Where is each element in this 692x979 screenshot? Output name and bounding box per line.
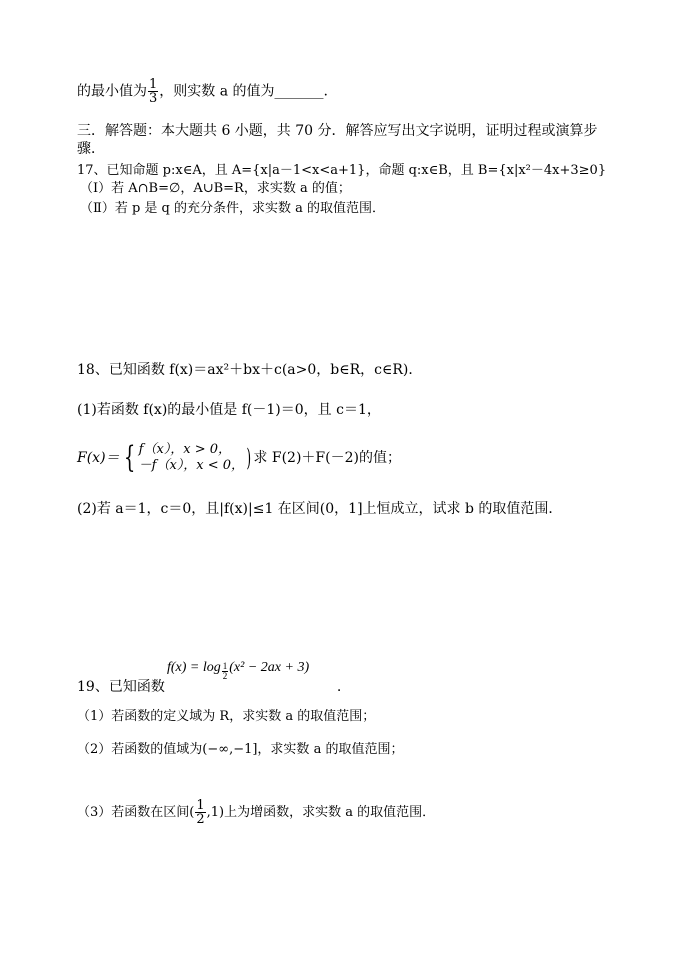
section3-line2: 骤． (77, 141, 105, 157)
q18-case1: f（x），x > 0， (138, 442, 232, 457)
section3-line1: 三．解答题：本大题共 6 小题，共 70 分．解答应写出文字说明，证明过程或演算步 (77, 123, 598, 139)
q19-log-base-num: 1 (222, 661, 228, 671)
q16-tail-line (77, 78, 328, 105)
q18-part1-tail: 求 F(2)＋F(－2)的值； (253, 450, 401, 466)
q17-part1: （Ⅰ）若 A∩B=∅，A∪B=R，求实数 a 的值； (80, 181, 351, 196)
q18-case2: －f（x），x < 0， (138, 458, 245, 473)
q19-part2: （2）若函数的值域为(−∞,−1]，求实数 a 的取值范围； (77, 742, 404, 757)
q19-part3-suffix: 上为增函数，求实数 a 的取值范围． (224, 805, 436, 820)
q17-stem: 17、已知命题 p:x∈A，且 A={x|a－1<x<a+1}，命题 q:x∈B，且 B={x|x²－4x+3≥0} (77, 163, 607, 178)
q19-stem-end: . (336, 679, 342, 695)
q19-interval-frac-num: 1 (196, 798, 205, 813)
q19-stem: 19、已知函数 (77, 679, 165, 695)
q16-frac-den: 3 (149, 91, 158, 106)
q18-stem: 18、已知函数 f(x)＝ax²＋bx＋c(a>0，b∈R，c∈R)． (77, 362, 423, 378)
q16-fraction (148, 78, 158, 105)
q19-interval-close: ,1) (206, 805, 225, 820)
q16-suffix: ，则实数 a 的值为_______. (159, 83, 328, 100)
q19-formula-right: (x² − 2ax + 3) (229, 660, 310, 675)
q17-part2: （Ⅱ）若 p 是 q 的充分条件，求实数 a 的取值范围． (80, 201, 386, 216)
q19-formula-left: f(x) = log (167, 660, 221, 675)
q19-interval-frac (195, 799, 205, 826)
q18-part1: (1)若函数 f(x)的最小值是 f(－1)＝0，且 c＝1， (77, 402, 381, 418)
q19-log-base-den: 2 (222, 671, 228, 681)
q18-right-paren: ) (246, 444, 252, 472)
q18-Fx-label: F(x)＝ (77, 450, 120, 466)
q18-part2: (2)若 a＝1，c＝0，且|f(x)|≤1 在区间(0，1]上恒成立，试求 b 的取值范围． (77, 501, 563, 517)
q18-left-brace: { (123, 440, 135, 475)
q16-frac-num: 1 (149, 77, 158, 92)
q19-interval-frac-den: 2 (196, 812, 205, 827)
q19-part3-line (77, 798, 435, 828)
q18-piecewise-line (77, 441, 401, 475)
q19-interval-open: ( (189, 805, 195, 820)
q18-cases (139, 442, 244, 474)
q19-part3-prefix: （3）若函数在区间 (77, 805, 190, 820)
q19-part1: （1）若函数的定义域为 R，求实数 a 的取值范围； (77, 709, 376, 724)
q16-prefix: 的最小值为 (77, 83, 147, 100)
q19-stem-line (77, 678, 341, 696)
